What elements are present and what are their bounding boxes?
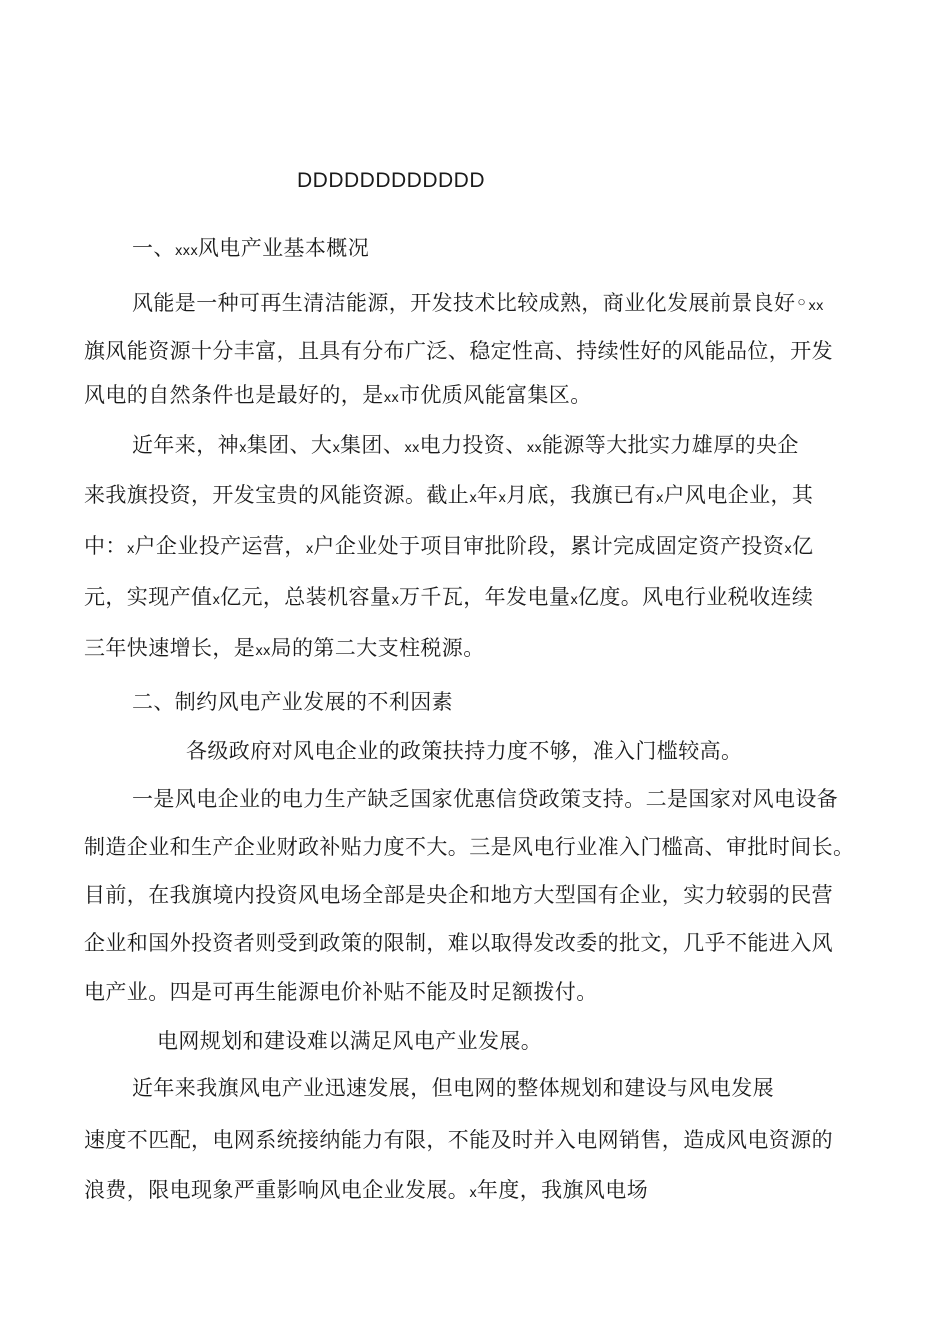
section-heading-2: 二、制约风电产业发展的不利因素 xyxy=(132,690,453,714)
paragraph-line: 速度不匹配，电网系统接纳能力有限，不能及时并入电网销售，造成风电资源的 xyxy=(84,1128,833,1152)
paragraph-line: 近年来我旗风电产业迅速发展，但电网的整体规划和建设与风电发展 xyxy=(132,1076,774,1100)
subheading: 电网规划和建设难以满足风电产业发展。 xyxy=(157,1029,543,1053)
paragraph-line: 浪费，限电现象严重影响风电企业发展。x年度，我旗风电场 xyxy=(84,1178,649,1202)
paragraph-line: 元，实现产值x亿元，总装机容量x万千瓦，年发电量x亿度。风电行业税收连续 xyxy=(84,585,814,609)
subheading: 各级政府对风电企业的政策扶持力度不够，准入门槛较高。 xyxy=(186,739,743,763)
paragraph-line: 近年来，神x集团、大x集团、xx电力投资、xx能源等大批实力雄厚的央企 xyxy=(132,433,799,457)
paragraph-line: 目前，在我旗境内投资风电场全部是央企和地方大型国有企业，实力较弱的民营 xyxy=(84,883,833,907)
paragraph-line: 旗风能资源十分丰富，且具有分布广泛、稳定性高、持续性好的风能品位，开发 xyxy=(84,339,833,363)
section-heading-1: 一、xxx风电产业基本概况 xyxy=(132,236,370,260)
paragraph-line: 中：x户企业投产运营，x户企业处于项目审批阶段，累计完成固定资产投资x亿 xyxy=(84,534,814,558)
paragraph-line: 三年快速增长，是xx局的第二大支柱税源。 xyxy=(84,636,485,660)
paragraph-line: 来我旗投资，开发宝贵的风能资源。截止x年x月底，我旗已有x户风电企业，其 xyxy=(84,483,814,507)
paragraph-line: 企业和国外投资者则受到政策的限制，难以取得发改委的批文，几乎不能进入风 xyxy=(84,931,833,955)
paragraph-line: 电产业。四是可再生能源电价补贴不能及时足额拨付。 xyxy=(84,980,598,1004)
paragraph-line: 制造企业和生产企业财政补贴力度不大。三是风电行业准入门槛高、审批时间长。 xyxy=(84,835,855,859)
paragraph-line: 风能是一种可再生清洁能源，开发技术比较成熟，商业化发展前景良好◦xx xyxy=(132,291,824,315)
paragraph-line: 一是风电企业的电力生产缺乏国家优惠信贷政策支持。二是国家对风电设备 xyxy=(132,787,839,811)
paragraph-line: 风电的自然条件也是最好的，是xx市优质风能富集区。 xyxy=(84,383,592,407)
document-title: DDDDDDDDDDDD xyxy=(297,169,485,192)
